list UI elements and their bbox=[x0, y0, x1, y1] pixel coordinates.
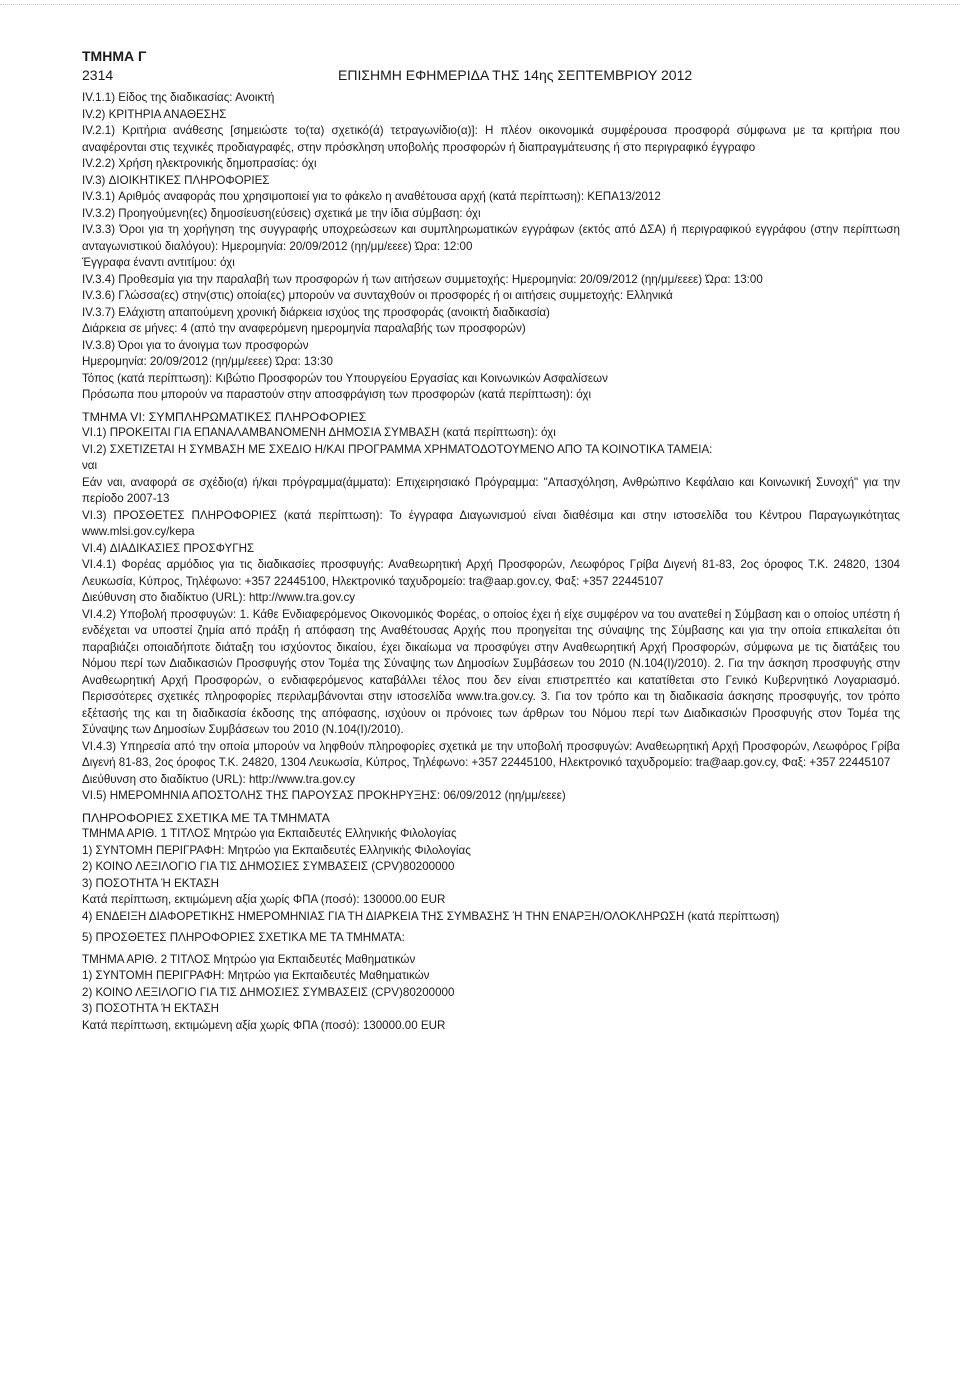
section-heading: ΠΛΗΡΟΦΟΡΙΕΣ ΣΧΕΤΙΚΑ ΜΕ ΤΑ ΤΜΗΜΑΤΑ bbox=[82, 810, 330, 825]
paragraph: ναι bbox=[82, 459, 98, 472]
paragraph: IV.3.1) Αριθμός αναφοράς που χρησιμοποιεί για το φάκελο η αναθέτουσα αρχή (κατά περίπτωση): ΚΕΠΑ13/2012 bbox=[82, 190, 661, 203]
gazette-title: ΕΠΙΣΗΜΗ ΕΦΗΜΕΡΙΔΑ ΤΗΣ 14ης ΣΕΠΤΕΜΒΡΙΟΥ 2012 bbox=[338, 67, 693, 83]
paragraph: IV.3) ΔΙΟΙΚΗΤΙΚΕΣ ΠΛΗΡΟΦΟΡΙΕΣ bbox=[82, 173, 270, 187]
paragraph: IV.1.1) Είδος της διαδικασίας: Ανοικτή bbox=[82, 91, 275, 104]
paragraph: 1) ΣΥΝΤΟΜΗ ΠΕΡΙΓΡΑΦΗ: Μητρώο για Εκπαιδευτές Ελληνικής Φιλολογίας bbox=[82, 843, 471, 857]
paragraph: 3) ΠΟΣΟΤΗΤΑ Ή ΕΚΤΑΣΗ bbox=[82, 876, 219, 890]
paragraph: Διεύθυνση στο διαδίκτυο (URL): http://www.tra.gov.cy bbox=[82, 591, 356, 604]
paragraph: VI.5) ΗΜΕΡΟΜΗΝΙΑ ΑΠΟΣΤΟΛΗΣ ΤΗΣ ΠΑΡΟΥΣΑΣ ΠΡΟΚΗΡΥΞΗΣ: 06/09/2012 (ηη/μμ/εεεε) bbox=[82, 789, 566, 802]
paragraph: Ημερομηνία: 20/09/2012 (ηη/μμ/εεεε) Ώρα: 13:30 bbox=[82, 355, 333, 368]
paragraph: 2) ΚΟΙΝΟ ΛΕΞΙΛΟΓΙΟ ΓΙΑ ΤΙΣ ΔΗΜΟΣΙΕΣ ΣΥΜΒΑΣΕΙΣ (CPV)80200000 bbox=[82, 985, 455, 999]
paragraph: 5) ΠΡΟΣΘΕΤΕΣ ΠΛΗΡΟΦΟΡΙΕΣ ΣΧΕΤΙΚΑ ΜΕ ΤΑ ΤΜΗΜΑΤΑ: bbox=[82, 931, 405, 944]
paragraph: IV.3.3) Όροι για τη χορήγηση της συγγραφής υποχρεώσεων και συμπληρωματικών εγγράφων (εκτός από ΔΣΑ) ή περιγραφικού εγγράφου (στην περίπτωση ανταγωνιστικού διαλόγου): Ημερομηνία: 20/09/2012 (ηη/μμ/εεεε) Ώρα: 12:00 bbox=[82, 223, 900, 253]
paragraph: Κατά περίπτωση, εκτιμώμενη αξία χωρίς ΦΠΑ (ποσό): 130000.00 EUR bbox=[82, 1018, 446, 1032]
section-label: ΤΜΗΜΑ Γ bbox=[82, 48, 147, 64]
paragraph: Διάρκεια σε μήνες: 4 (από την αναφερόμενη ημερομηνία παραλαβής των προσφορών) bbox=[82, 322, 526, 335]
page-header bbox=[82, 64, 900, 86]
paragraph: 4) ΕΝΔΕΙΞΗ ΔΙΑΦΟΡΕΤΙΚΗΣ ΗΜΕΡΟΜΗΝΙΑΣ ΓΙΑ ΤΗ ΔΙΑΡΚΕΙΑ ΤΗΣ ΣΥΜΒΑΣΗΣ Ή ΤΗΝ ΕΝΑΡΞΗ/ΟΛΟΚΛΗΡΩΣΗ (κατά περίπτωση) bbox=[82, 909, 780, 923]
document-body bbox=[82, 90, 900, 1034]
paragraph: IV.3.2) Προηγούμενη(ες) δημοσίευση(εύσεις) σχετικά με την ίδια σύμβαση: όχι bbox=[82, 206, 481, 220]
paragraph: 2) ΚΟΙΝΟ ΛΕΞΙΛΟΓΙΟ ΓΙΑ ΤΙΣ ΔΗΜΟΣΙΕΣ ΣΥΜΒΑΣΕΙΣ (CPV)80200000 bbox=[82, 860, 455, 873]
paragraph: VI.4.1) Φορέας αρμόδιος για τις διαδικασίες προσφυγής: Αναθεωρητική Αρχή Προσφορών, Λεωφόρος Γρίβα Διγενή 81-83, 2ος όροφος Τ.Κ. 24820, 1304 Λευκωσία, Κύπρος, Τηλέφωνο: +357 22445100, Ηλεκτρονικό ταχυδρομείο: tra@aap.gov.cy, Φαξ: +357 22445107 bbox=[82, 558, 900, 588]
paragraph: IV.2.1) Κριτήρια ανάθεσης [σημειώστε το(τα) σχετικό(ά) τετραγωνίδιο(α)]: Η πλέον οικονομικά συμφέρουσα προσφορά σύμφωνα με τα κριτήρια που αναφέρονται στις τεχνικές προδιαγραφές, στην πρόσκληση υποβολής προσφορών ή διαπραγμάτευσης ή στο περιγραφικό έγγραφο bbox=[82, 124, 900, 154]
paragraph: Εάν ναι, αναφορά σε σχέδιο(α) ή/και πρόγραμμα(άμματα): Επιχειρησιακό Πρόγραμμα: "Απασχόληση, Ανθρώπινο Κεφάλαιο και Κοινωνική Συνοχή" για την περίοδο 2007-13 bbox=[82, 475, 900, 505]
paragraph: VI.4) ΔΙΑΔΙΚΑΣΙΕΣ ΠΡΟΣΦΥΓΗΣ bbox=[82, 541, 255, 555]
paragraph: 1) ΣΥΝΤΟΜΗ ΠΕΡΙΓΡΑΦΗ: Μητρώο για Εκπαιδευτές Μαθηματικών bbox=[82, 969, 430, 982]
paragraph: VI.4.2) Υποβολή προσφυγών: 1. Κάθε Ενδιαφερόμενος Οικονομικός Φορέας, ο οποίος έχει ή είχε συμφέρον να του ανατεθεί η Σύμβαση και ο οποίος υπέστη ή ενδέχεται να υποστεί ζημία από πράξη ή απόφαση της Αναθέτουσας Αρχής που προηγείται της σύναψης της Σύμβασης και για την οποία επικαλείται ότι παραβιάζει οποιαδήποτε διάταξη του ισχύοντος δικαίου, έχει δικαίωμα να προσφύγει στην Αναθεωρητική Αρχή Προσφορών, σύμφωνα με τις διατάξεις του Νόμου περί των Διαδικασιών Προσφυγής στον Τομέα της Σύναψης των Δημοσίων Συμβάσεων του 2010 (Ν.104(Ι)/2010). 2. Για την άσκηση προσφυγής στην Αναθεωρητική Αρχή Προσφορών, ο ενδιαφερόμενος καταβάλλει τέλος που δεν είναι επιστρεπτέο και κατατίθεται στο Γενικό Κυβερνητικό Λογαριασμό. Περισσότερες σχετικές πληροφορίες περιλαμβάνονται στην ιστοσελίδα www.tra.gov.cy. 3. Για τον τρόπο και τη διαδικασία άσκησης προσφυγής, τον τρόπο εξέτασής της και τη διαδικασία έκδοσης της απόφασης, ισχύουν οι πρόνοιες των άρθρων του Νόμου περί των Διαδικασιών Προσφυγής στον Τομέα της Σύναψης των Δημοσίων Συμβάσεων του 2010 (Ν.104(Ι)/2010). bbox=[82, 607, 900, 736]
paragraph: Τόπος (κατά περίπτωση): Κιβώτιο Προσφορών του Υπουργείου Εργασίας και Κοινωνικών Ασφαλίσεων bbox=[82, 371, 608, 385]
paragraph: Έγγραφα έναντι αντιτίμου: όχι bbox=[82, 256, 235, 269]
paragraph: Πρόσωπα που μπορούν να παραστούν στην αποσφράγιση των προσφορών (κατά περίπτωση): όχι bbox=[82, 388, 592, 401]
paragraph: IV.3.8) Όροι για το άνοιγμα των προσφορών bbox=[82, 338, 309, 352]
scan-edge bbox=[0, 0, 960, 5]
paragraph: VI.1) ΠΡΟΚΕΙΤΑΙ ΓΙΑ ΕΠΑΝΑΛΑΜΒΑΝΟΜΕΝΗ ΔΗΜΟΣΙΑ ΣΥΜΒΑΣΗ (κατά περίπτωση): όχι bbox=[82, 426, 556, 439]
paragraph: VI.3) ΠΡΟΣΘΕΤΕΣ ΠΛΗΡΟΦΟΡΙΕΣ (κατά περίπτωση): Το έγγραφα Διαγωνισμού είναι διαθέσιμα και στην ιστοσελίδα του Κέντρου Παραγωγικότητας www.mlsi.gov.cy/kepa bbox=[82, 508, 900, 538]
paragraph: Κατά περίπτωση, εκτιμώμενη αξία χωρίς ΦΠΑ (ποσό): 130000.00 EUR bbox=[82, 893, 446, 906]
paragraph: ΤΜΗΜΑ ΑΡΙΘ. 1 ΤΙΤΛΟΣ Μητρώο για Εκπαιδευτές Ελληνικής Φιλολογίας bbox=[82, 827, 457, 840]
paragraph: 3) ΠΟΣΟΤΗΤΑ Ή ΕΚΤΑΣΗ bbox=[82, 1002, 219, 1015]
paragraph: IV.2.2) Χρήση ηλεκτρονικής δημοπρασίας: όχι bbox=[82, 157, 317, 170]
gazette-page bbox=[82, 48, 900, 1034]
paragraph: IV.2) ΚΡΙΤΗΡΙΑ ΑΝΑΘΕΣΗΣ bbox=[82, 107, 227, 121]
paragraph: VI.4.3) Υπηρεσία από την οποία μπορούν να ληφθούν πληροφορίες σχετικά με την υποβολή προσφυγών: Αναθεωρητική Αρχή Προσφορών, Λεωφόρος Γρίβα Διγενή 81-83, 2ος όροφος Τ.Κ. 24820, 1304 Λευκωσία, Κύπρος, Τηλέφωνο: +357 22445100, Ηλεκτρονικό ταχυδρομείο: tra@aap.gov.cy, Φαξ: +357 22445107 bbox=[82, 739, 900, 769]
page-number: 2314 bbox=[82, 67, 114, 83]
paragraph: IV.3.4) Προθεσμία για την παραλαβή των προσφορών ή των αιτήσεων συμμετοχής: Ημερομηνία: 20/09/2012 (ηη/μμ/εεεε) Ώρα: 13:00 bbox=[82, 272, 763, 286]
paragraph: VI.2) ΣΧΕΤΙΖΕΤΑΙ Η ΣΥΜΒΑΣΗ ΜΕ ΣΧΕΔΙΟ Η/ΚΑΙ ΠΡΟΓΡΑΜΜΑ ΧΡΗΜΑΤΟΔΟΤΟΥΜΕΝΟ ΑΠΟ ΤΑ ΚΟΙΝΟΤΙΚΑ ΤΑΜΕΙΑ: bbox=[82, 442, 713, 456]
paragraph: ΤΜΗΜΑ ΑΡΙΘ. 2 ΤΙΤΛΟΣ Μητρώο για Εκπαιδευτές Μαθηματικών bbox=[82, 952, 416, 966]
paragraph: IV.3.6) Γλώσσα(ες) στην(στις) οποία(ες) μπορούν να συνταχθούν οι προσφορές ή οι αιτήσεις συμμετοχής: Ελληνικά bbox=[82, 289, 673, 302]
section-heading: ΤΜΗΜΑ VI: ΣΥΜΠΛΗΡΩΜΑΤΙΚΕΣ ΠΛΗΡΟΦΟΡΙΕΣ bbox=[82, 409, 367, 424]
paragraph: IV.3.7) Ελάχιστη απαιτούμενη χρονική διάρκεια ισχύος της προσφοράς (ανοικτή διαδικασία) bbox=[82, 305, 550, 319]
paragraph: Διεύθυνση στο διαδίκτυο (URL): http://www.tra.gov.cy bbox=[82, 772, 356, 786]
